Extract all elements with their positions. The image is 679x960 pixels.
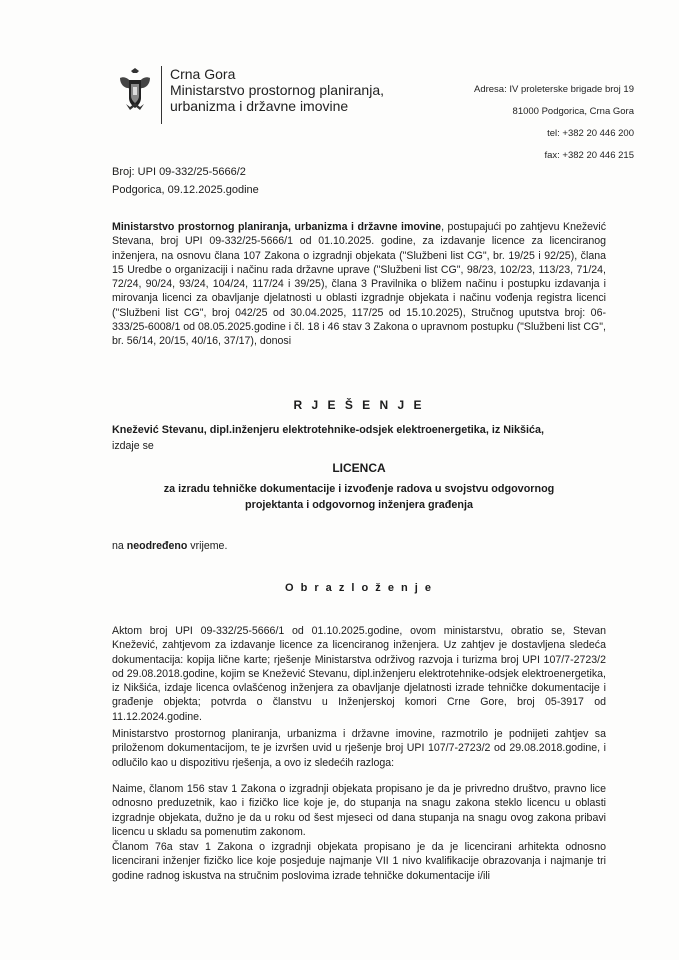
decision-recipient: Knežević Stevanu, dipl.inženjeru elektrotehnike-odsjek elektroenergetika, iz Nikšića, [112, 424, 545, 436]
country-name: Crna Gora [170, 66, 236, 82]
intro-bold-lead: Ministarstvo prostornog planiranja, urbanizma i državne imovine [112, 221, 442, 233]
licence-purpose-line1: za izradu tehničke dokumentacije i izvođenje radova u svojstvu odgovornog [163, 483, 555, 495]
ministry-name-line2: urbanizma i državne imovine [170, 98, 349, 114]
decision-title: R J E Š E N J E [293, 398, 425, 412]
address-city: 81000 Podgorica, Crna Gora [512, 106, 634, 117]
address-phone: tel: +382 20 446 200 [547, 128, 634, 139]
licence-title: LICENCA [332, 461, 386, 475]
document-meta [112, 163, 259, 199]
intro-paragraph [112, 220, 606, 349]
decision-issued: izdaje se [112, 440, 154, 452]
reasoning-paragraph-4: Članom 76a stav 1 Zakona o izgradnji objekata propisano je da je licencirani arhitekta odnosno licencirani inženjer fizičko lice koje posjeduje najmanje VII 1 nivo kvalifikacije obrazovanja i najmanje tri godine radnog iskustva na stručnim poslovima izrade tehničke dokumentacije i/ili [112, 841, 606, 882]
header-divider [161, 66, 162, 124]
address-fax: fax: +382 20 446 215 [544, 150, 634, 161]
term-suffix: vrijeme. [187, 540, 228, 552]
ministry-block [170, 66, 384, 114]
licence-term [112, 540, 227, 552]
document-place-date: Podgorica, 09.12.2025.godine [112, 184, 259, 196]
intro-text: , postupajući po zahtjevu Knežević Stevana, broj UPI 09-332/25-5666/1 od 01.10.2025. godine, za izdavanje licence za licenciranog inženjera, na osnovu člana 107 Zakona o izgradnji objekata ("Službeni list CG", br. 19/25 i 92/25), člana 15 Uredbe o organizaciji i načinu rada državne uprave ("Službeni list CG", 98/23, 102/23, 113/23, 71/24, 72/24, 90/24, 93/24, 104/24, 117/24 i 39/25), člana 3 Pravilnika o bližem načinu i postupku izdavanja i mirovanja licenci za obavljanje djelatnosti u oblasti izgradnje objekata i načinu vođenja registra licenci ("Službeni list CG", broj 042/25 od 30.04.2025, 117/25 od 15.10.2025), Stručnog uputstva broj: 06-333/25-6008/1 od 08.05.2025.godine i čl. 18 i 46 stav 3 Zakona o upravnom postupku ("Službeni list CG", br. 56/14, 20/15, 40/16, 37/17), donosi [112, 221, 606, 348]
ministry-name-line1: Ministarstvo prostornog planiranja, [170, 82, 384, 98]
reasoning-paragraph-1: Aktom broj UPI 09-332/25-5666/1 od 01.10.2025.godine, ovom ministarstvu, obratio se, Stevan Knežević, zahtjevom za izdavanje licence za licenciranog inženjera. Uz zahtjev je dostavljena sledeća dokumentacija: kopija lične karte; rješenje Ministarstva održivog razvoja i turizma broj UPI 107/7-2723/2 od 29.08.2018.godine, kojim se Knežević Stevanu, dipl.inženjeru elektrotehnike-odsjek elektroenergetika, iz Nikšića, izdaje licenca ovlašćenog inženjera za obavljanje djelatnosti izrade tehničke dokumentacije i građenje objekta; potvrda o članstvu u Inženjerskoj komori Crne Gore, broj 05-3917 od 11.12.2024.godine. [112, 625, 606, 723]
address-block [474, 79, 634, 167]
licence-purpose-line2: projektanta i odgovornog inženjera građenja [245, 499, 473, 511]
term-prefix: na [112, 540, 127, 552]
document-number: Broj: UPI 09-332/25-5666/2 [112, 166, 246, 178]
reasoning-paragraph-2: Ministarstvo prostornog planiranja, urbanizma i državne imovine, razmotrilo je podnijeti zahtjev sa priloženom dokumentacijom, te je izvršen uvid u rješenje broj UPI 107/7-2723/2 od 29.08.2018.godine, i odlučilo kao u dispozitivu rješenja, a ovo iz sledećih razloga: [112, 728, 606, 769]
reasoning-paragraph-3: Naime, članom 156 stav 1 Zakona o izgradnji objekata propisano je da je privredno društvo, pravno lice odnosno preduzetnik, kao i fizičko lice koje je, do stupanja na snagu zakona steklo licencu u oblasti izgradnje objekata, dužno je da u roku od šest mjeseci od dana stupanja na snagu ovog zakona pribavi licencu u skladu sa pomenutim zakonom. [112, 783, 606, 838]
coat-of-arms-icon [116, 68, 154, 114]
address-street: Adresa: IV proleterske brigade broj 19 [473, 84, 634, 95]
term-bold: neodređeno [126, 540, 188, 552]
reasoning-title: O b r a z l o ž e n j e [284, 582, 434, 594]
